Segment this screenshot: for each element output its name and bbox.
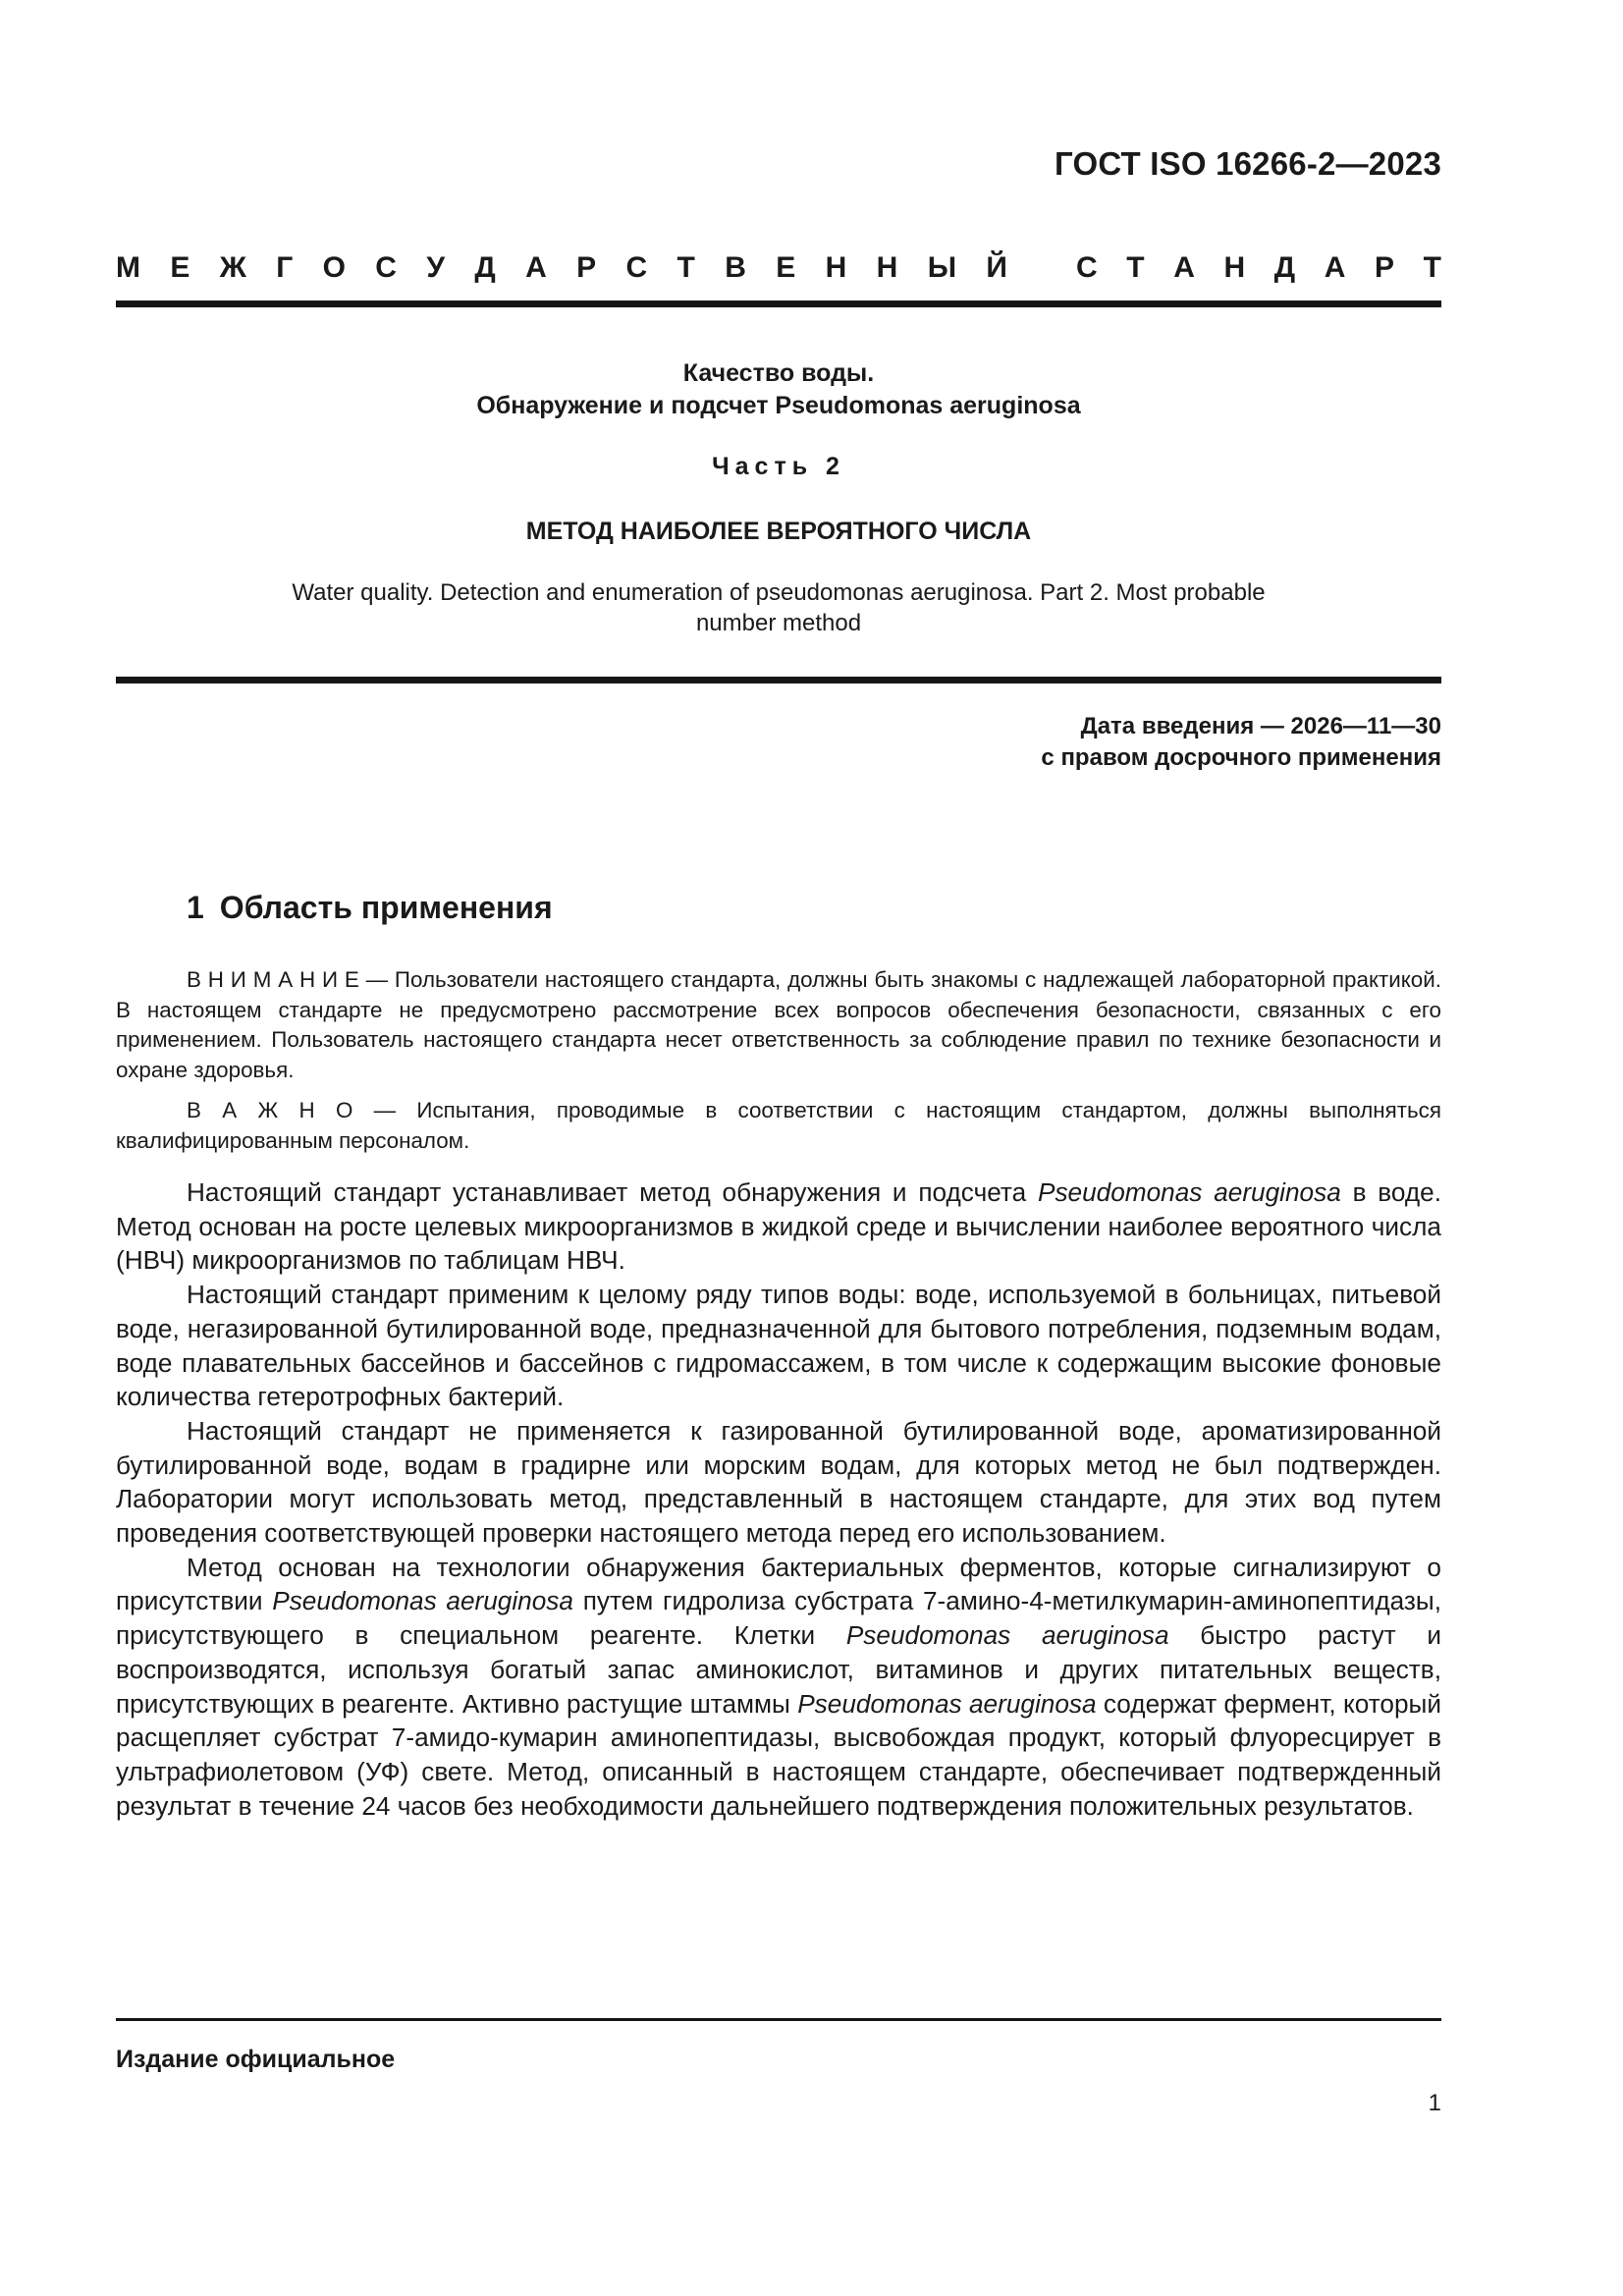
organism-name: Pseudomonas aeruginosa xyxy=(845,1620,1169,1651)
paragraph-1-text-a: Настоящий стандарт устанавливает метод обнаружения и подсчета xyxy=(187,1177,1038,1207)
notes-block xyxy=(116,965,1441,1167)
organism-name: Pseudomonas aeruginosa xyxy=(797,1688,1097,1719)
heading-letter: Г xyxy=(276,251,294,284)
section-number: 1 xyxy=(187,890,204,925)
organism-name: Pseudomonas aeruginosa xyxy=(1037,1177,1341,1207)
heading-letter: Т xyxy=(676,251,695,284)
heading-letter: Е xyxy=(170,251,190,284)
heading-letter: Ж xyxy=(219,251,246,284)
heading-letter: Н xyxy=(876,251,898,284)
paragraph-4-text-a: Метод основан на технологии обнаружения бактериальных ферментов, которые сигнализируют о присутствии xyxy=(116,1552,1441,1616)
section-body xyxy=(116,1175,1441,1823)
heading-letter: Е xyxy=(776,251,796,284)
heading-letter: С xyxy=(375,251,397,284)
warning-label: В Н И М А Н И Е xyxy=(187,967,359,992)
paragraph-4-text-b: путем гидролиза субстрата 7-амино-4-метилкумарин-аминопептидазы, присутствующего в специальном реагенте. Клетки xyxy=(116,1586,1442,1651)
heading-letter: Р xyxy=(1375,251,1395,284)
heading-letter: А xyxy=(525,251,547,284)
part-label: Часть 2 xyxy=(712,453,845,480)
heading-letter: Ы xyxy=(927,251,957,284)
paragraph-4-text-d: содержат фермент, который расщепляет субстрат 7-амидо-кумарин аминопептидазы, высвобождая продукт, который флуоресцирует в ультрафиолетовом (УФ) свете. Метод, описанный в настоящем стандарте, обеспечивает подтвержденный результат в течение 24 часов без необходимости дальнейшего подтверждения положительных результатов. xyxy=(116,1688,1442,1821)
method-title: МЕТОД НАИБОЛЕЕ ВЕРОЯТНОГО ЧИСЛА xyxy=(525,518,1032,545)
standard-type-word-2 xyxy=(1076,251,1441,285)
standard-type-word-1 xyxy=(116,251,1007,285)
heading-letter: Й xyxy=(986,251,1007,284)
paragraph-3: Настоящий стандарт не применяется к газированной бутилированной воде, ароматизированной бутилированной воде, водам в градирне или морским водам, для которых метод не был подтвержден. Лаборатории могут использовать метод, представленный в настоящем стандарте, для этих вод путем проведения соответствующей проверки настоящего метода перед его использованием. xyxy=(116,1415,1441,1549)
introduction-date-line: Дата введения — 2026—11—30 xyxy=(1080,713,1441,739)
document-title xyxy=(116,357,1441,422)
heading-letter: Д xyxy=(1273,251,1296,284)
heading-letter: А xyxy=(1173,251,1195,284)
standard-type-heading xyxy=(116,251,1441,285)
introduction-date xyxy=(1041,711,1441,774)
heading-letter: Д xyxy=(474,251,496,284)
title-line-1: Качество воды. xyxy=(682,359,875,387)
heading-letter: А xyxy=(1324,251,1346,284)
section-heading xyxy=(187,890,553,926)
official-edition-label: Издание официальное xyxy=(116,2046,396,2073)
heading-letter: С xyxy=(625,251,648,284)
english-title: Water quality. Detection and enumeration of pseudomonas aeruginosa. Part 2. Most probable number method xyxy=(292,579,1266,636)
heading-letter: У xyxy=(426,251,445,284)
organism-name: Pseudomonas aeruginosa xyxy=(272,1586,573,1616)
paragraph-2: Настоящий стандарт применим к целому ряду типов воды: воде, используемой в больницах, питьевой воде, негазированной бутилированной воде, предназначенной для бытового потребления, подземным водам, воде плавательных бассейнов и бассейнов с гидромассажем, в том числе к содержащим высокие фоновые количества гетеротрофных бактерий. xyxy=(116,1280,1441,1412)
title-line-2: Обнаружение и подсчет Pseudomonas aeruginosa xyxy=(476,392,1081,419)
heading-letter: О xyxy=(322,251,346,284)
heading-letter: В xyxy=(725,251,746,284)
footer-rule xyxy=(116,2018,1441,2021)
document-code: ГОСТ ISO 16266-2—2023 xyxy=(1054,145,1441,182)
heading-letter: М xyxy=(116,251,140,284)
top-rule xyxy=(116,301,1441,307)
heading-letter: Р xyxy=(576,251,597,284)
warning-note xyxy=(116,965,1441,1085)
important-note xyxy=(116,1096,1441,1156)
heading-letter: С xyxy=(1076,251,1098,284)
section-title: Область применения xyxy=(219,890,553,925)
heading-letter: Н xyxy=(1223,251,1246,284)
heading-letter: Н xyxy=(825,251,847,284)
important-text: — Испытания, проводимые в соответствии с настоящим стандартом, должны выполняться квалифицированным персоналом. xyxy=(116,1098,1441,1153)
warning-text: — Пользователи настоящего стандарта, должны быть знакомы с надлежащей лабораторной практикой. В настоящем стандарте не предусмотрено рассмотрение всех вопросов обеспечения безопасности, связанных с его применением. Пользователь настоящего стандарта несет ответственность за соблюдение правил по технике безопасности и охране здоровья. xyxy=(116,967,1441,1082)
heading-letter: Т xyxy=(1126,251,1145,284)
important-label: В А Ж Н О xyxy=(187,1098,353,1122)
page-number: 1 xyxy=(1428,2090,1441,2116)
heading-letter: Т xyxy=(1423,251,1441,284)
paragraph-1 xyxy=(116,1175,1441,1278)
paragraph-4-text-c: быстро растут и воспроизводятся, используя богатый запас аминокислот, витаминов и других питательных веществ, присутствующих в реагенте. Активно растущие штаммы xyxy=(116,1620,1442,1719)
early-application-note: с правом досрочного применения xyxy=(1041,744,1441,771)
paragraph-1-text-b: в воде. Метод основан на росте целевых микроорганизмов в жидкой среде и вычислении наиболее вероятного числа (НВЧ) микроорганизмов по таблицам НВЧ. xyxy=(116,1177,1441,1276)
title-bottom-rule xyxy=(116,677,1441,683)
paragraph-4 xyxy=(116,1551,1441,1824)
